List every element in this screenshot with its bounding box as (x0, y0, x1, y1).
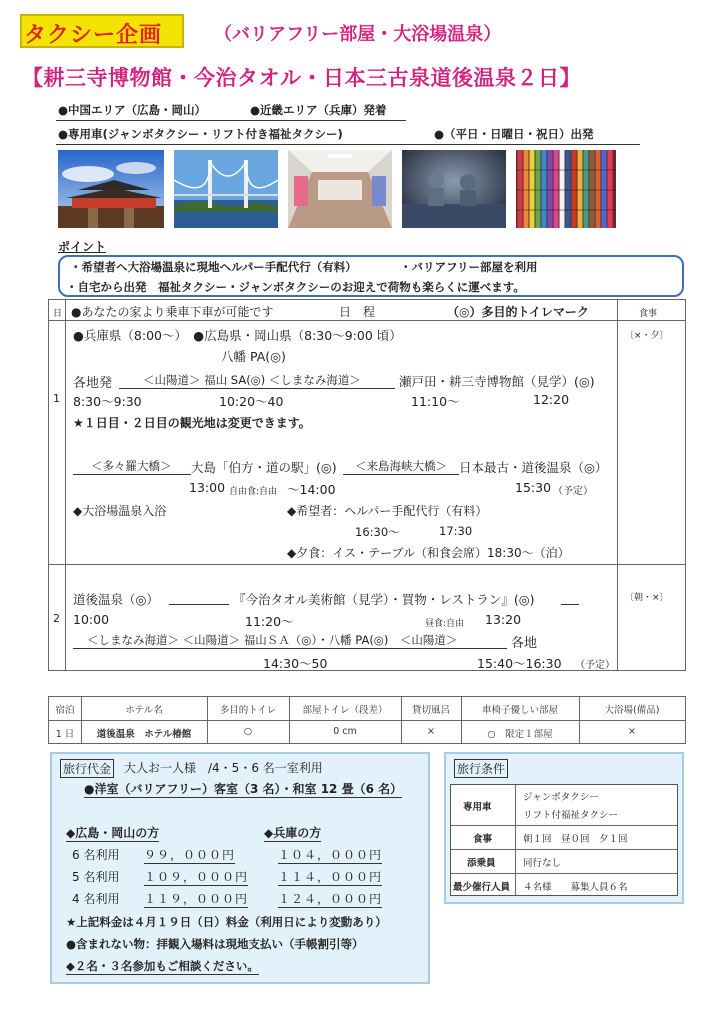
price-basis: 大人お一人様 /4・5・6 名一室利用 (124, 761, 323, 775)
price-row-value-hiroshima: １０９，０００円 (144, 870, 249, 884)
itinerary-table (48, 299, 686, 671)
hotel-cell-large-bath: × (628, 726, 636, 737)
day1-kosanji: 瀬戸田・耕三寺博物館（見学）(◎) (399, 374, 595, 389)
price-row-label: 5 名利用 (72, 870, 120, 884)
day1-dinner: ◆夕食：イス・テーブル（和食会席）18:30～（泊） (287, 546, 570, 560)
price-note-date: ★上記料金は４月１９日（日）料金（利用日により変動あり） (66, 915, 387, 929)
day1-time-6: ～14:00 (287, 482, 336, 497)
day1-yawata-pa: 八幡 PA(◎) (221, 349, 286, 364)
cond-col-divider (515, 785, 516, 895)
day1-route-tatara: ＜多々羅大橋＞ (73, 458, 191, 475)
day1-lunch-free: 自由食:自由 (229, 487, 278, 497)
cond-car-jumbo: ジャンボタクシー (523, 792, 599, 803)
day1-meal: 〔×・夕〕 (625, 331, 669, 341)
cond-meal-label: 食事 (473, 834, 493, 845)
price-note-excluded: ●含まれない物：拝観入場料は現地支払い（手帳割引等） (66, 937, 364, 951)
hotel-cell-room-toilet: 0 cm (333, 726, 357, 737)
day2-arrive: 各地 (511, 636, 538, 651)
conditions-label: 旅行条件 (454, 759, 508, 778)
tour-title: 【耕三寺博物館・今治タオル・日本三古泉道後温泉２日】 (22, 66, 581, 90)
photo-temple (58, 150, 164, 228)
day2-number: 2 (53, 612, 60, 625)
itin-col-meal: 食事 (639, 309, 658, 319)
cond-row-divider-3 (451, 873, 677, 874)
itin-head-schedule: 日 程 (339, 305, 376, 319)
point-pickup: ・自宅から出発 福祉タクシー・ジャンボタクシーのお迎えで荷物も楽らくに運べます。 (66, 280, 525, 294)
cond-min-value: ４名様 募集人員６名 (523, 882, 628, 893)
hotel-cell-toilet: ○ (243, 726, 253, 737)
day2-meal: 〔朝・×〕 (625, 593, 669, 603)
day1-depart: 各地発 (73, 376, 113, 391)
day2-lunch-free: 昼食:自由 (425, 619, 465, 629)
page-title: タクシー企画 (24, 23, 163, 48)
price-label: 旅行代金 (60, 759, 114, 778)
day1-bath: ◆大浴場温泉入浴 (73, 504, 167, 518)
day1-change-note: ★１日目・２日目の観光地は変更できます。 (73, 416, 311, 430)
day1-hakata: 大島「伯方・道の駅」(◎) (191, 460, 337, 475)
info-vehicle: ●専用車(ジャンボタクシー・リフト付き福祉タクシー) (58, 127, 343, 141)
day2-imabari-towel: 『今治タオル美術館（見学）・買物・レストラン』(◎) (233, 592, 535, 607)
cond-guide-label: 添乗員 (467, 858, 496, 869)
price-note-small-group: ◆２名・３名参加もご相談ください。 (66, 959, 259, 973)
itin-col-divider-meal (617, 300, 618, 670)
day1-time-4: 12:20 (533, 392, 570, 407)
day2-time-5: 15:40～16:30 (477, 656, 562, 671)
price-row-value-hiroshima: １１９，０００円 (144, 892, 249, 906)
hotel-head-toilet: 多目的トイレ (219, 705, 277, 716)
day2-time-3: 13:20 (485, 612, 522, 627)
itin-header-divider (49, 320, 685, 321)
price-rooms: ●洋室（バリアフリー）客室（3 名）・和室 12 畳（6 名） (84, 782, 403, 796)
info-area-chugoku: ●中国エリア（広島・岡山） (58, 103, 207, 117)
price-area-hyogo: ◆兵庫の方 (264, 826, 322, 840)
day1-number: 1 (53, 392, 60, 405)
hotel-cell-wheelchair: ○ 限定１部屋 (487, 729, 553, 740)
day1-route-1: ＜山陽道＞ 福山 SA(◎) ＜しまなみ海道＞ (119, 372, 395, 389)
day1-dogo-onsen: 日本最古・道後温泉（◎） (459, 460, 608, 475)
day2-time-5-note: （予定） (575, 660, 615, 671)
price-row-value-hyogo: １０４，０００円 (278, 848, 383, 862)
itin-day-divider (49, 564, 685, 565)
cond-row-divider-2 (451, 849, 677, 850)
photo-towels (516, 150, 616, 228)
cond-row-divider-1 (451, 825, 677, 826)
cond-min-label: 最少催行人員 (453, 882, 511, 893)
points-label: ポイント (58, 240, 107, 254)
price-area-hiroshima: ◆広島・岡山の方 (66, 826, 160, 840)
day1-route-kurushima: ＜来島海峡大橋＞ (343, 458, 459, 475)
day1-time-2: 10:20～40 (219, 394, 284, 409)
cond-guide-value: 同行なし (523, 858, 562, 869)
day2-time-4: 14:30～50 (263, 656, 328, 671)
info-departure-days: ●（平日・日曜日・祝日）出発 (434, 127, 594, 141)
itin-head-note: ●あなたの家より乗車下車が可能です (71, 305, 274, 319)
itin-col-divider-day (65, 300, 66, 670)
cond-car-lift: リフト付福祉タクシー (523, 810, 619, 821)
hotel-cell-stay: 1 日 (55, 729, 75, 740)
day1-time-5: 13:00 (189, 480, 226, 495)
hotel-head-room-toilet: 部屋トイレ（段差） (302, 705, 388, 716)
info-underline-2 (56, 127, 640, 145)
hotel-head-name: ホテル名 (125, 705, 163, 716)
day1-time-1: 8:30～9:30 (73, 394, 142, 409)
day2-dogo: 道後温泉（◎） (73, 592, 159, 607)
price-row-value-hyogo: １２４，０００円 (278, 892, 383, 906)
day1-time-3: 11:10～ (411, 394, 460, 409)
cond-meal-value: 朝１回 昼０回 夕１回 (523, 834, 628, 845)
photo-museum-interior (288, 150, 392, 228)
page-subtitle: （バリアフリー部屋・大浴場温泉） (214, 24, 502, 45)
day2-time-1: 10:00 (73, 612, 110, 627)
day1-departure-regions: ●兵庫県（8:00～） ●広島県・岡山県（8:30～9:00 頃） (73, 328, 402, 343)
day2-route-blank-2 (561, 590, 579, 605)
hotel-cell-private-bath: × (427, 726, 435, 737)
day1-helper: ◆希望者：ヘルパー手配代行（有料） (287, 504, 488, 518)
conditions-table (450, 784, 678, 896)
photo-bridge (174, 150, 278, 228)
point-helper: ・希望者へ大浴場温泉に現地ヘルパー手配代行（有料） (70, 260, 357, 274)
point-barrier-free: ・バリアフリー部屋を利用 (400, 260, 538, 274)
hotel-head-stay: 宿泊 (55, 705, 75, 716)
photo-bath (402, 150, 506, 228)
day1-helper-time-2: 17:30 (439, 524, 473, 538)
itin-head-toilet-mark: （◎）多目的トイレマーク (447, 305, 589, 319)
price-row-value-hyogo: １１４，０００円 (278, 870, 383, 884)
hotel-table (48, 696, 686, 744)
hotel-head-wheelchair: 車椅子優しい部屋 (481, 705, 558, 716)
day2-route-blank (169, 590, 229, 605)
day1-time-7-note: （予定） (553, 486, 593, 497)
day2-time-2: 11:20～ (245, 614, 294, 629)
day2-route-return: ＜しまなみ海道＞ ＜山陽道＞ 福山ＳＡ（◎）・八幡 PA(◎) ＜山陽道＞ (73, 632, 507, 649)
hotel-head-private-bath: 貸切風呂 (411, 705, 450, 716)
itin-col-day: 日 (53, 309, 63, 319)
info-underline-1 (56, 103, 406, 121)
hotel-cell-name: 道後温泉 ホテル椿館 (96, 729, 192, 740)
price-row-label: 4 名利用 (72, 892, 120, 906)
info-area-kinki: ●近畿エリア（兵庫）発着 (250, 103, 387, 117)
day1-time-7: 15:30 (515, 480, 552, 495)
hotel-head-large-bath: 大浴場(備品) (604, 705, 660, 716)
cond-car-label: 専用車 (463, 802, 492, 813)
price-row-value-hiroshima: ９９，０００円 (144, 848, 236, 862)
price-row-label: 6 名利用 (72, 848, 120, 862)
hotel-row-divider (49, 720, 685, 721)
day1-helper-time-1: 16:30～ (355, 525, 400, 539)
